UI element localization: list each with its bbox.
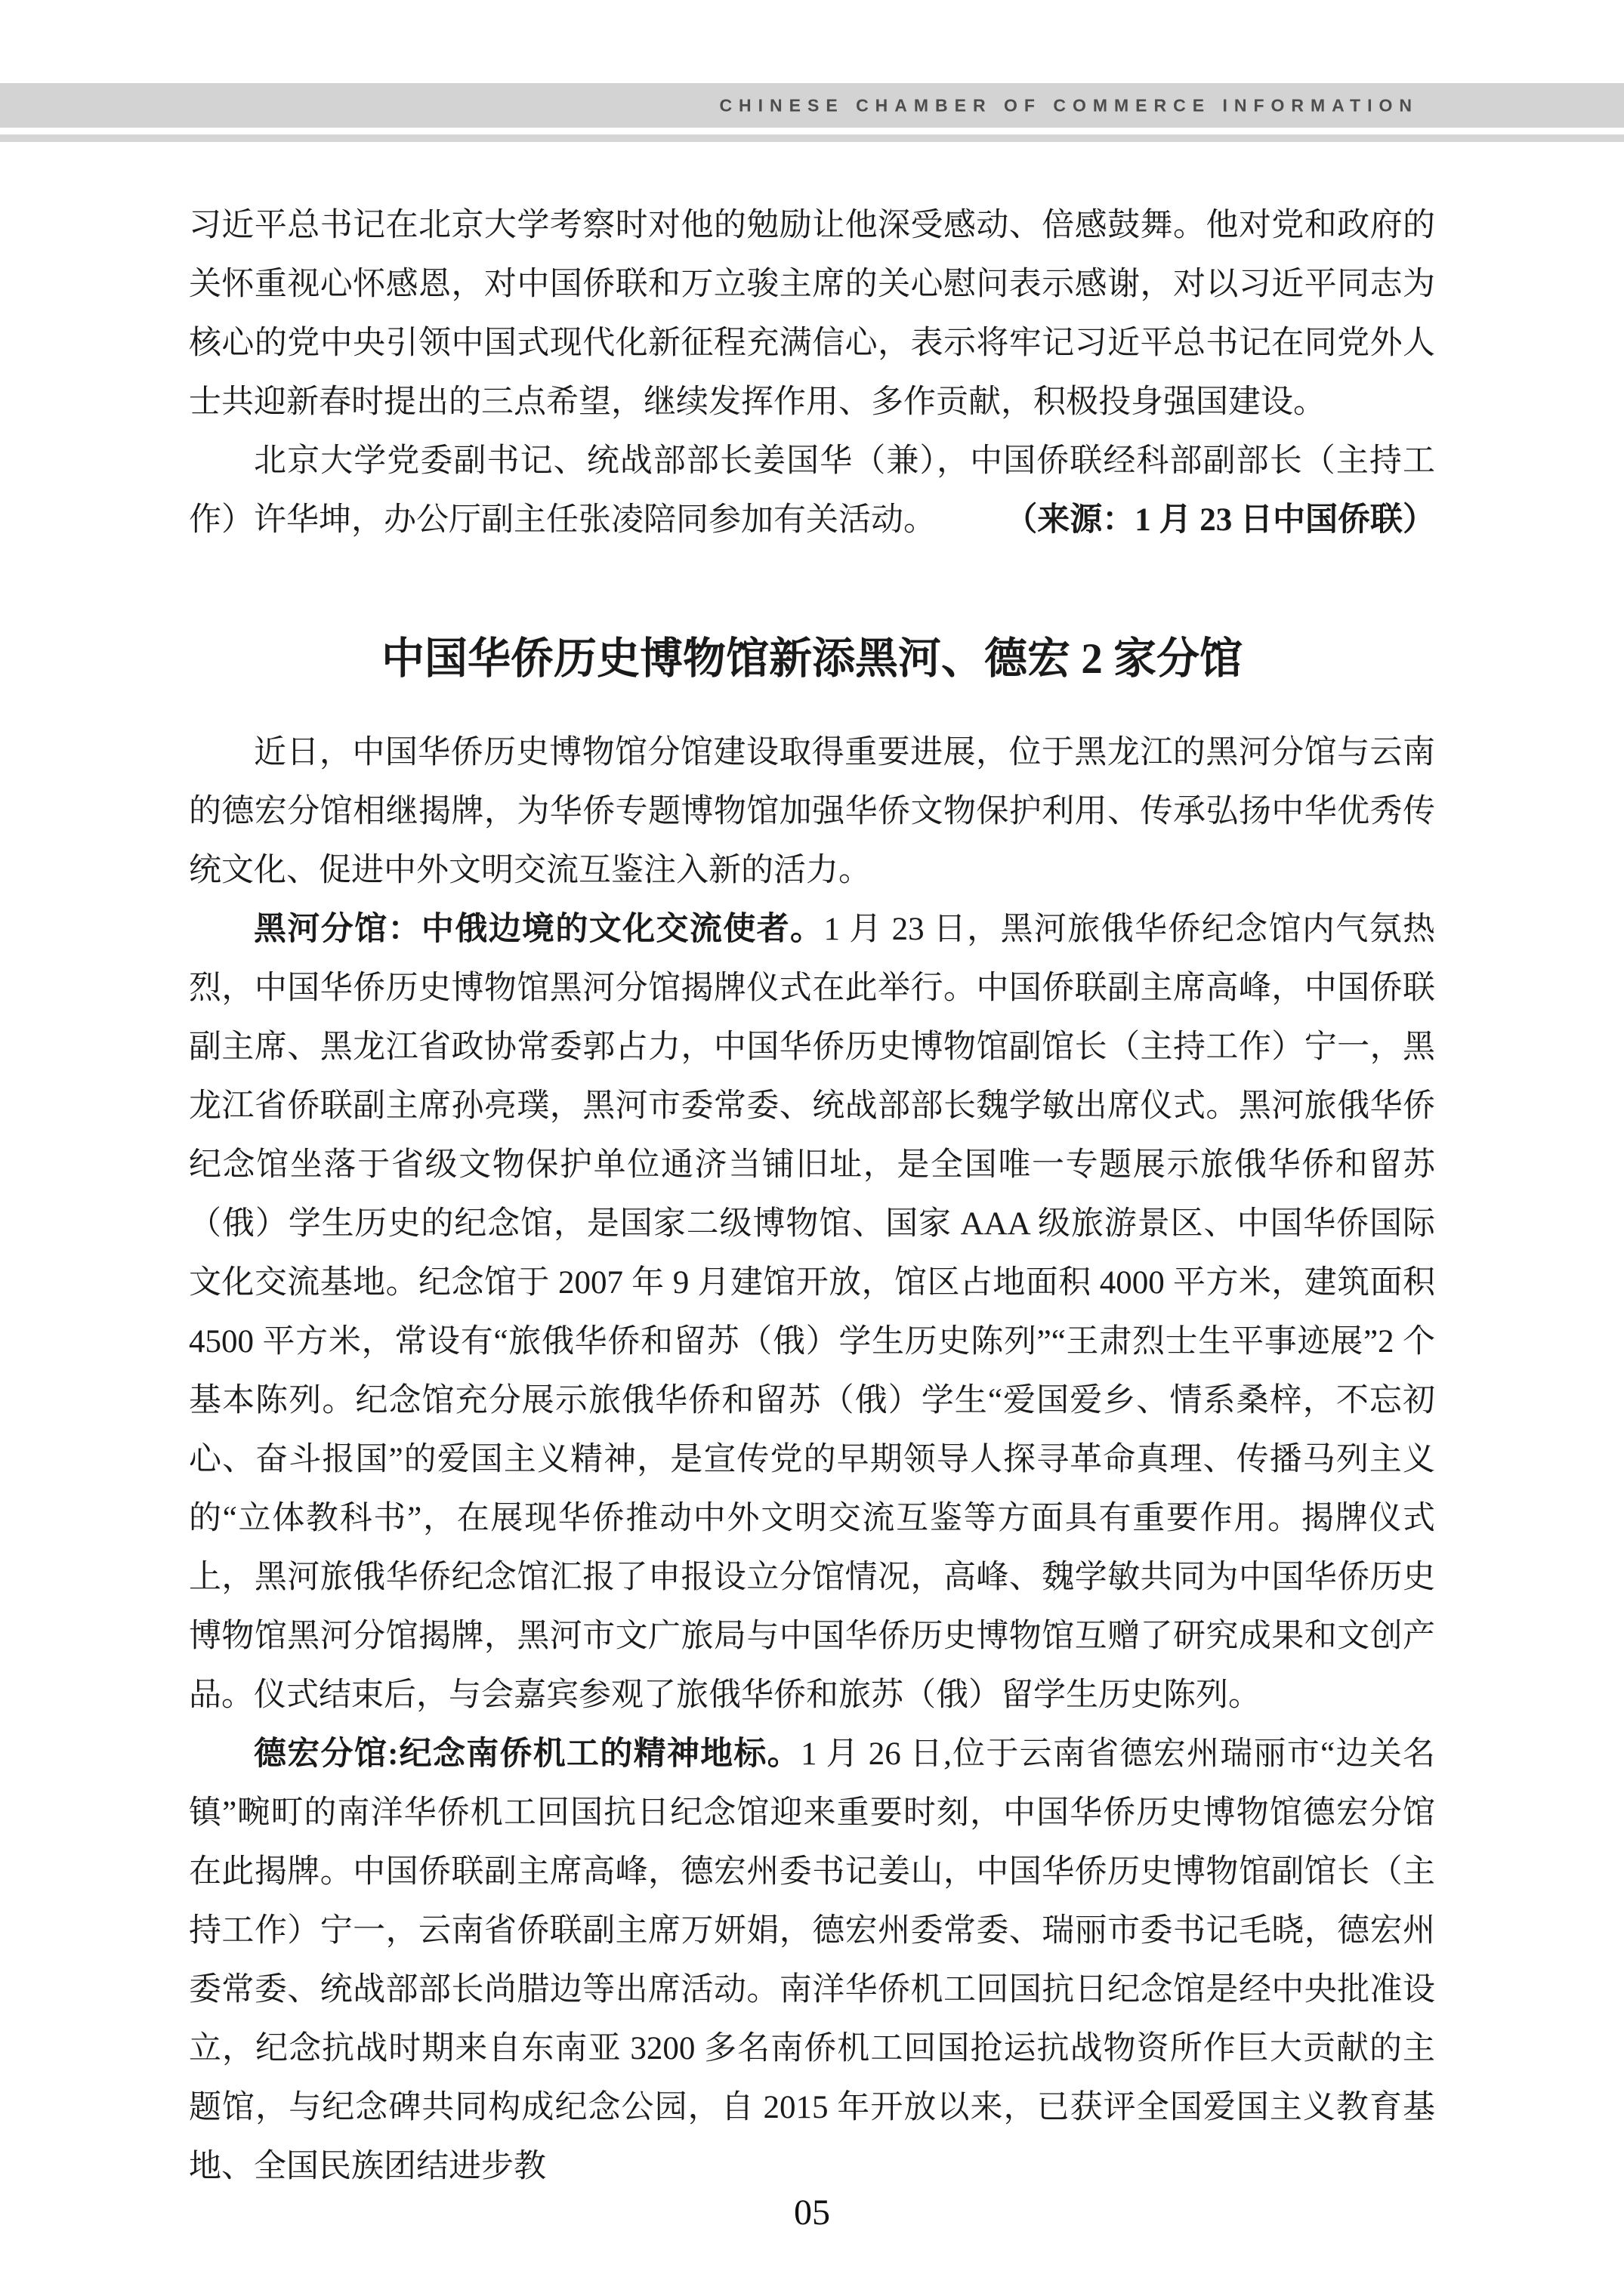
article-body xyxy=(189,196,1435,2196)
paragraph-xi-remarks: 习近平总书记在北京大学考察时对他的勉励让他深受感动、倍感鼓舞。他对党和政府的关怀重视心怀感恩，对中国侨联和万立骏主席的关心慰问表示感谢，对以习近平同志为核心的党中央引领中国式现代化新征程充满信心，表示将牢记习近平总书记在同党外人士共迎新春时提出的三点希望，继续发挥作用、多作贡献，积极投身强国建设。 xyxy=(189,208,1435,420)
paragraph-attendees-text: 北京大学党委副书记、统战部部长姜国华（兼），中国侨联经科部副部长（主持工作）许华坤，办公厅副主任张凌陪同参加有关活动。 xyxy=(189,443,1435,538)
header-banner xyxy=(0,83,1624,128)
page-number: 05 xyxy=(794,2193,830,2233)
article-title: 中国华侨历史博物馆新添黑河、德宏 2 家分馆 xyxy=(381,635,1243,683)
paragraph-dehong xyxy=(189,1725,1435,2196)
heihe-body-text: 1 月 23 日，黑河旅俄华侨纪念馆内气氛热烈，中国华侨历史博物馆黑河分馆揭牌仪式在此举行。中国侨联副主席高峰，中国侨联副主席、黑龙江省政协常委郭占力，中国华侨历史博物馆副馆长（主持工作）宁一，黑龙江省侨联副主席孙亮璞，黑河市委常委、统战部部长魏学敏出席仪式。黑河旅俄华侨纪念馆坐落于省级文物保护单位通济当铺旧址，是全国唯一专题展示旅俄华侨和留苏（俄）学生历史的纪念馆，是国家二级博物馆、国家 AAA 级旅游景区、中国华侨国际文化交流基地。纪念馆于 2007 年 9 月建馆开放，馆区占地面积 4000 平方米，建筑面积 4500 平方米，常设有“旅俄华侨和留苏（俄）学生历史陈列”“王肃烈士生平事迹展”2 个基本陈列。纪念馆充分展示旅俄华侨和留苏（俄）学生“爱国爱乡、情系桑梓，不忘初心、奋斗报国”的爱国主义精神，是宣传党的早期领导人探寻革命真理、传播马列主义的“立体教科书”，在展现华侨推动中外文明交流互鉴等方面具有重要作用。揭牌仪式上，黑河旅俄华侨纪念馆汇报了申报设立分馆情况，高峰、魏学敏共同为中国华侨历史博物馆黑河分馆揭牌，黑河市文广旅局与中国华侨历史博物馆互赠了研究成果和文创产品。仪式结束后，与会嘉宾参观了旅俄华侨和旅苏（俄）留学生历史陈列。 xyxy=(189,912,1436,1713)
dehong-lead: 德宏分馆:纪念南侨机工的精神地标。 xyxy=(254,1736,801,1772)
header-rule xyxy=(0,134,1624,142)
paragraph-heihe xyxy=(189,900,1435,1725)
header-banner-text: CHINESE CHAMBER OF COMMERCE INFORMATION xyxy=(719,95,1419,115)
paragraph-intro: 近日，中国华侨历史博物馆分馆建设取得重要进展，位于黑龙江的黑河分馆与云南的德宏分馆相继揭牌，为华侨专题博物馆加强华侨文物保护利用、传承弘扬中华优秀传统文化、促进中外文明交流互鉴注入新的活力。 xyxy=(189,735,1435,888)
paragraph-attendees xyxy=(189,432,1435,550)
source-attribution: （来源：1 月 23 日中国侨联） xyxy=(1005,502,1435,538)
heihe-lead: 黑河分馆：中俄边境的文化交流使者。 xyxy=(254,912,824,947)
dehong-body-text: 1 月 26 日,位于云南省德宏州瑞丽市“边关名镇”畹町的南洋华侨机工回国抗日纪念馆迎来重要时刻，中国华侨历史博物馆德宏分馆在此揭牌。中国侨联副主席高峰，德宏州委书记姜山，中国华侨历史博物馆副馆长（主持工作）宁一，云南省侨联副主席万妍娟，德宏州委常委、瑞丽市委书记毛晓，德宏州委常委、统战部部长尚腊边等出席活动。南洋华侨机工回国抗日纪念馆是经中央批准设立，纪念抗战时期来自东南亚 3200 多名南侨机工回国抢运抗战物资所作巨大贡献的主题馆，与纪念碑共同构成纪念公园，自 2015 年开放以来，已获评全国爱国主义教育基地、全国民族团结进步教 xyxy=(189,1736,1435,2184)
page-footer xyxy=(0,2190,1624,2236)
